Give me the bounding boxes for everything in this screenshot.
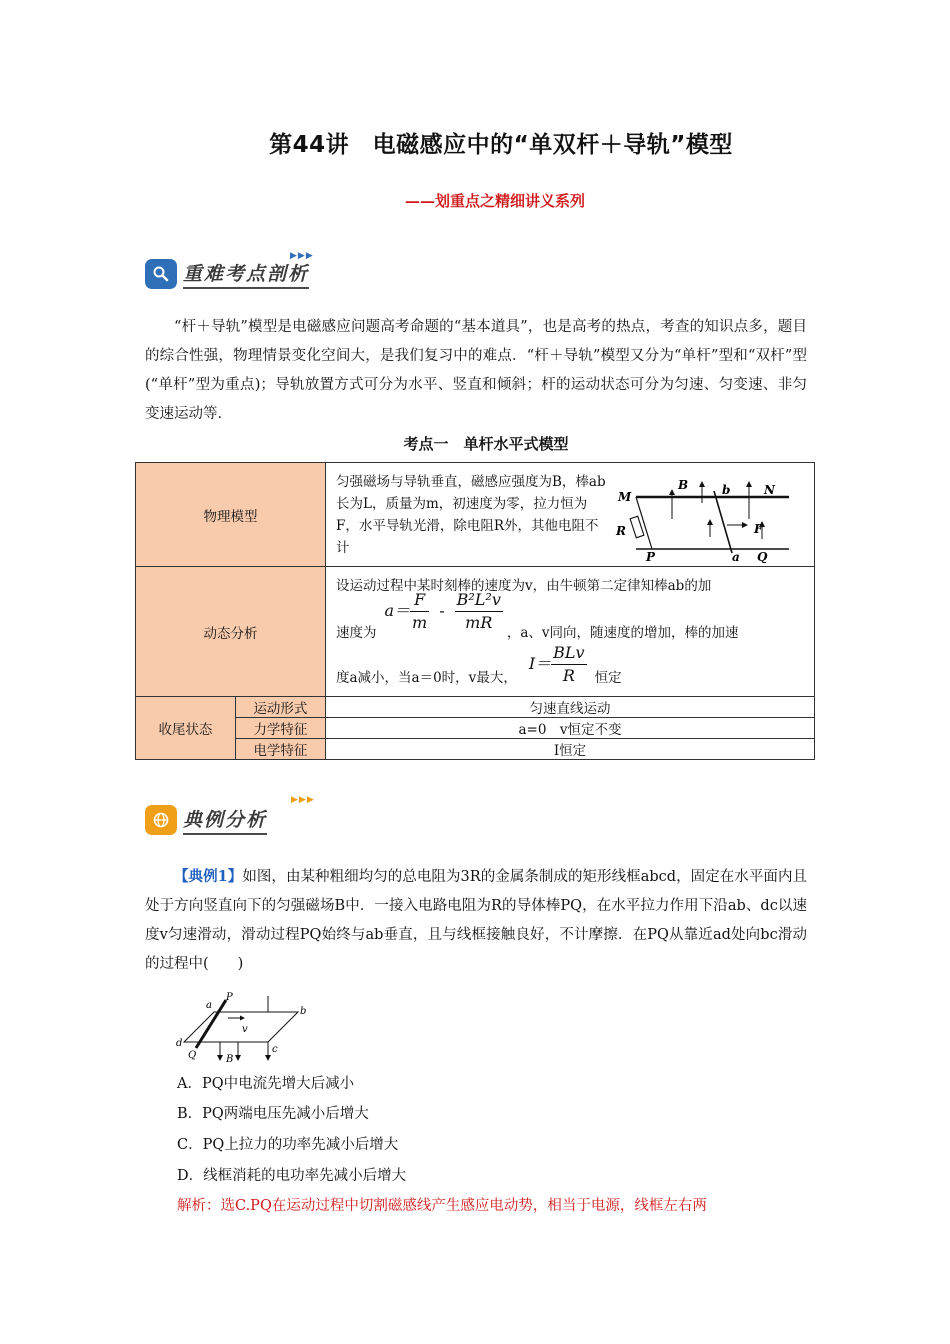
row-label-physical-model: 物理模型 (136, 463, 326, 567)
example-paragraph (145, 862, 807, 979)
analysis-text: 解析：选C.PQ在运动过程中切割磁感线产生感应电动势，相当于电源，线框左右两 (177, 1198, 707, 1214)
diagram-label: M (618, 489, 632, 504)
diagram-label: R (616, 523, 626, 538)
sub-value: a=0 v恒定不变 (326, 718, 815, 739)
rod-ab (714, 491, 732, 553)
section-banner-label: 典例分析 (183, 805, 267, 835)
page-title: 第44讲 电磁感应中的“单双杆＋导轨”模型 (269, 132, 733, 158)
section-banner-label: 重难考点剖析 (183, 259, 309, 289)
analysis-line-2-post: ，a、v同向，随速度的增加，棒的加速 (506, 624, 739, 641)
diagram-label: d (176, 1038, 183, 1049)
equation-current: I＝ $\frac{\text{BLv}}{R}$ (528, 642, 585, 685)
resistor-icon (630, 516, 644, 537)
choice-a: A．PQ中电流先增大后减小 (177, 1076, 355, 1092)
intro-paragraph (145, 313, 807, 429)
sub-value: I恒定 (326, 739, 815, 760)
diagram-label: b (300, 1006, 307, 1017)
diagram-label: F (754, 521, 763, 536)
diagram-label: b (722, 482, 731, 497)
physical-model-cell (326, 463, 815, 567)
choice-c: C．PQ上拉力的功率先减小后增大 (177, 1137, 399, 1153)
analysis-line-3-post: 恒定 (594, 669, 622, 686)
sub-label: 力学特征 (235, 718, 325, 739)
diagram-label: B (226, 1054, 234, 1065)
diagram-label: v (242, 1024, 248, 1035)
diagram-label: N (764, 482, 775, 497)
row-label-final-state: 收尾状态 (136, 697, 236, 760)
analysis-line-3: 度a减小，当a＝0时，v最大， (336, 669, 517, 686)
diagram-label: a (732, 549, 740, 563)
model-table (135, 462, 815, 760)
choice-d: D．线框消耗的电功率先减小后增大 (177, 1168, 407, 1184)
diagram-label: Q (757, 549, 768, 563)
diagram-label: B (678, 477, 689, 492)
sub-label: 运动形式 (235, 697, 325, 718)
analysis-line-1: 设运动过程中某时刻棒的速度为v，由牛顿第二定律知棒ab的加 (336, 577, 712, 594)
search-icon (145, 259, 177, 289)
example-tag: 【典例1】 (174, 868, 243, 885)
globe-icon (145, 805, 177, 835)
diagram-label: Q (188, 1050, 197, 1061)
row-label-dynamic-analysis: 动态分析 (136, 567, 326, 697)
arrows-icon: ▶▶▶ (290, 251, 314, 261)
page-subtitle: ——划重点之精细讲义系列 (404, 192, 585, 210)
sub-value: 匀速直线运动 (326, 697, 815, 718)
section-banner-examples (145, 802, 267, 838)
diagram-label: c (272, 1044, 278, 1055)
rail-rod-diagram (614, 467, 814, 563)
diagram-label: P (226, 992, 233, 1003)
example-text: 如图，由某种粗细均匀的总电阻为3R的金属条制成的矩形线框abcd，固定在水平面内且处于方向竖直向下的匀强磁场B中．一接入电路电阻为R的导体棒PQ，在水平拉力作用下沿ab、dc以速度v匀速滑动，滑动过程PQ始终与ab垂直，且与线框接触良好，不计摩擦．在PQ从靠近ad处向bc滑动的过程中( ) (145, 869, 807, 972)
equation-acceleration: a＝ $\frac{F}{m}$ - $\frac{\text{B²L²v}}{mR}$ (384, 589, 501, 632)
physical-model-text: 匀强磁场与导轨垂直，磁感应强度为B，棒ab长为L，质量为m，初速度为零，拉力恒为F，水平导轨光滑，除电阻R外，其他电阻不计 (336, 473, 606, 556)
choice-b: B．PQ两端电压先减小后增大 (177, 1106, 369, 1122)
analysis-line-2-pre: 速度为 (336, 624, 377, 641)
intro-text: “杆＋导轨”模型是电磁感应问题高考命题的“基本道具”，也是高考的热点，考查的知识点多，题目的综合性强，物理情景变化空间大，是我们复习中的难点．“杆＋导轨”模型又分为“单杆”型和“双杆”型(“单杆”型为重点)；导轨放置方式可分为水平、竖直和倾斜；杆的运动状态可分为匀速、匀变速、非匀变速运动等． (145, 319, 807, 422)
sub-label: 电学特征 (235, 739, 325, 760)
frame-rod-diagram (176, 990, 316, 1070)
arrows-icon: ▶▶▶ (291, 795, 315, 805)
diagram-label: P (646, 549, 656, 563)
section-banner-key-points (145, 256, 309, 292)
diagram-label: a (206, 1000, 212, 1011)
table-title: 考点一 单杆水平式模型 (403, 435, 569, 453)
dynamic-analysis-cell (326, 567, 815, 697)
